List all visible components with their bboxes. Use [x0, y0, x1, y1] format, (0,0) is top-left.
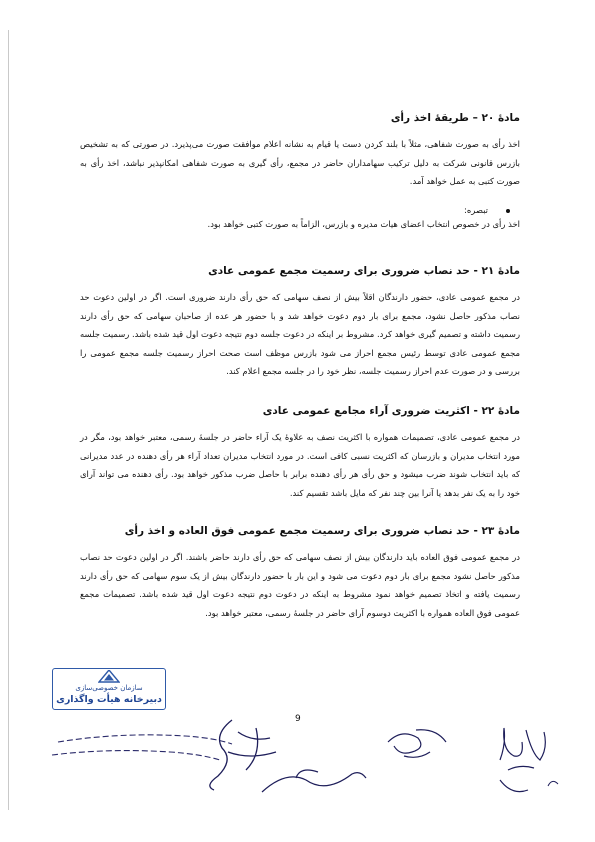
article-20-note-text: اخذ رأی در خصوص انتخاب اعضای هیات مدیره و بازرس، الزاماً به صورت کتبی خواهد بود.: [207, 218, 520, 229]
stamp-department: دبیرخانه هیأت واگذاری: [56, 694, 162, 705]
article-20-paragraph: اخذ رأی به صورت شفاهی، مثلاً با بلند کردن دست یا قیام به نشانه اعلام موافقت صورت می‌پذیرد. در صورتی که به تشخیص بازرس قانونی شرکت به دلیل ترکیب سهامداران حاضر در مجمع، رأی گیری به صورت شفاهی امکانپذیر نباشد، اخذ رأی به صورت کتبی به عمل خواهد آمد.: [80, 139, 520, 186]
note-label: تبصره:: [464, 204, 488, 215]
article-20-title: مادهٔ ۲۰ – طریقهٔ اخذ رأی: [390, 112, 520, 124]
article-21-paragraph: در مجمع عمومی عادی، حضور دارندگان اقلاً بیش از نصف سهامی که حق رأی دارند ضروری است. اگر در اولین دعوت حد نصاب مذکور حاصل نشود، مجمع برای بار دوم دعوت خواهد شد و با حضور هر عده از صاحبان سهامی که حق رأی دارند رسمیت داشته و تصمیم گیری خواهد کرد. مشروط بر اینکه در دعوت جلسه دوم نتیجه دعوت اول قید شده باشد. رسمیت جلسه مجمع عمومی عادی توسط رئیس مجمع احراز می شود بازرس موظف است صحت احراز رسمیت جلسه مجمع عمومی را بررسی و در صورت عدم احراز رسمیت جلسه، نظر خود را در جلسه مجمع اعلام کند.: [80, 292, 520, 376]
article-21-title: مادهٔ ۲۱ - حد نصاب ضروری برای رسمیت مجمع عمومی عادی: [208, 265, 520, 277]
article-23-paragraph: در مجمع عمومی فوق العاده باید دارندگان بیش از نصف سهامی که حق رأی دارند حاضر باشند. اگر در اولین دعوت حد نصاب مذکور حاصل نشود مجمع برای بار دوم دعوت می شود و این بار با حضور دارندگان بیش از یک سوم سهامی که حق رأی دارند رسمیت یافته و اتخاذ تصمیم خواهد نمود مشروط به اینکه در دعوت دوم نتیجه دعوت اول قید شده باشد. تصمیمات مجمع عمومی فوق العاده همواره با اکثریت دوسوم آرای حاضر در جلسهٔ رسمی، معتبر خواهد بود.: [80, 552, 520, 618]
article-22-paragraph: در مجمع عمومی عادی، تصمیمات همواره با اکثریت نصف به علاوهٔ یک آراء حاضر در جلسهٔ رسمی، معتبر خواهد بود، مگر در مورد انتخاب مدیران و بازرسان که اکثریت نسبی کافی است. در مورد انتخاب مدیران تعداد آراء هر رأی دهنده در عدد مدیرانی که باید انتخاب شوند ضرب میشود و حق رأی هر رأی دهنده برابر با حاصل ضرب مذکور خواهد بود. رأی دهنده می تواند آرای خود را به یک نفر بدهد یا آنرا بین چند نفر که مایل باشد تقسیم کند.: [80, 432, 520, 498]
stamp-org-name: سازمان خصوصی‌سازی: [75, 684, 143, 692]
article-22-title: مادهٔ ۲۲ - اکثریت ضروری آراء مجامع عمومی عادی: [262, 405, 520, 417]
page-number: 9: [295, 714, 301, 724]
article-23-title: مادهٔ ۲۳ - حد نصاب ضروری برای رسمیت مجمع عمومی فوق العاده و اخذ رأی: [124, 525, 520, 537]
